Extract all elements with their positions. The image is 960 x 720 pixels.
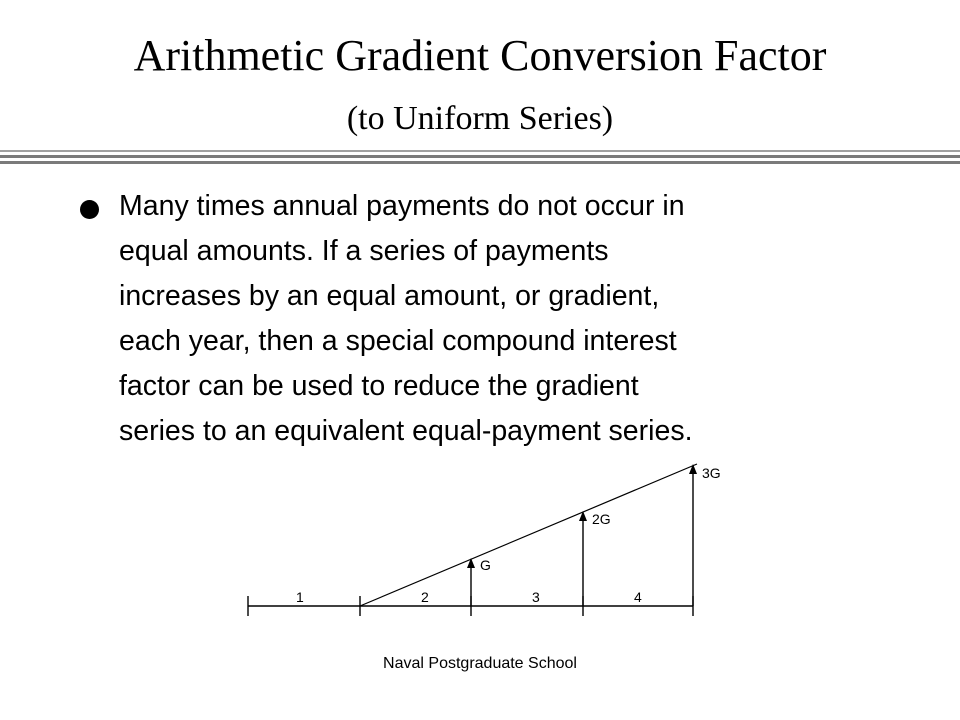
slide-subtitle: (to Uniform Series) (346, 100, 614, 137)
slide-title: Arithmetic Gradient Conversion Factor (133, 31, 827, 80)
bullet-line: increases by an equal amount, or gradient, (119, 280, 660, 312)
title-divider (0, 150, 960, 166)
bullet-line: equal amounts. If a series of payments (119, 235, 609, 267)
bullet-paragraph (119, 184, 919, 454)
bullet-line: each year, then a special compound interest (119, 325, 677, 357)
arrowhead-icon (579, 511, 587, 521)
period-label: 2 (421, 589, 429, 605)
bullet-line: factor can be used to reduce the gradient (119, 370, 639, 402)
period-label: 1 (296, 589, 304, 605)
bullet-line: Many times annual payments do not occur in (119, 190, 685, 222)
gradient-line (360, 464, 697, 606)
arrow-label-g: G (480, 557, 491, 573)
period-label: 4 (634, 589, 642, 605)
arrowhead-icon (689, 464, 697, 474)
arrow-label-2g: 2G (592, 511, 611, 527)
arrow-label-3g: 3G (702, 465, 721, 481)
period-label: 3 (532, 589, 540, 605)
footer-text: Naval Postgraduate School (383, 655, 577, 672)
bullet-icon (80, 200, 99, 219)
bullet-line: series to an equivalent equal-payment series. (119, 415, 693, 447)
arrowhead-icon (467, 558, 475, 568)
gradient-cash-flow-diagram (230, 450, 730, 635)
